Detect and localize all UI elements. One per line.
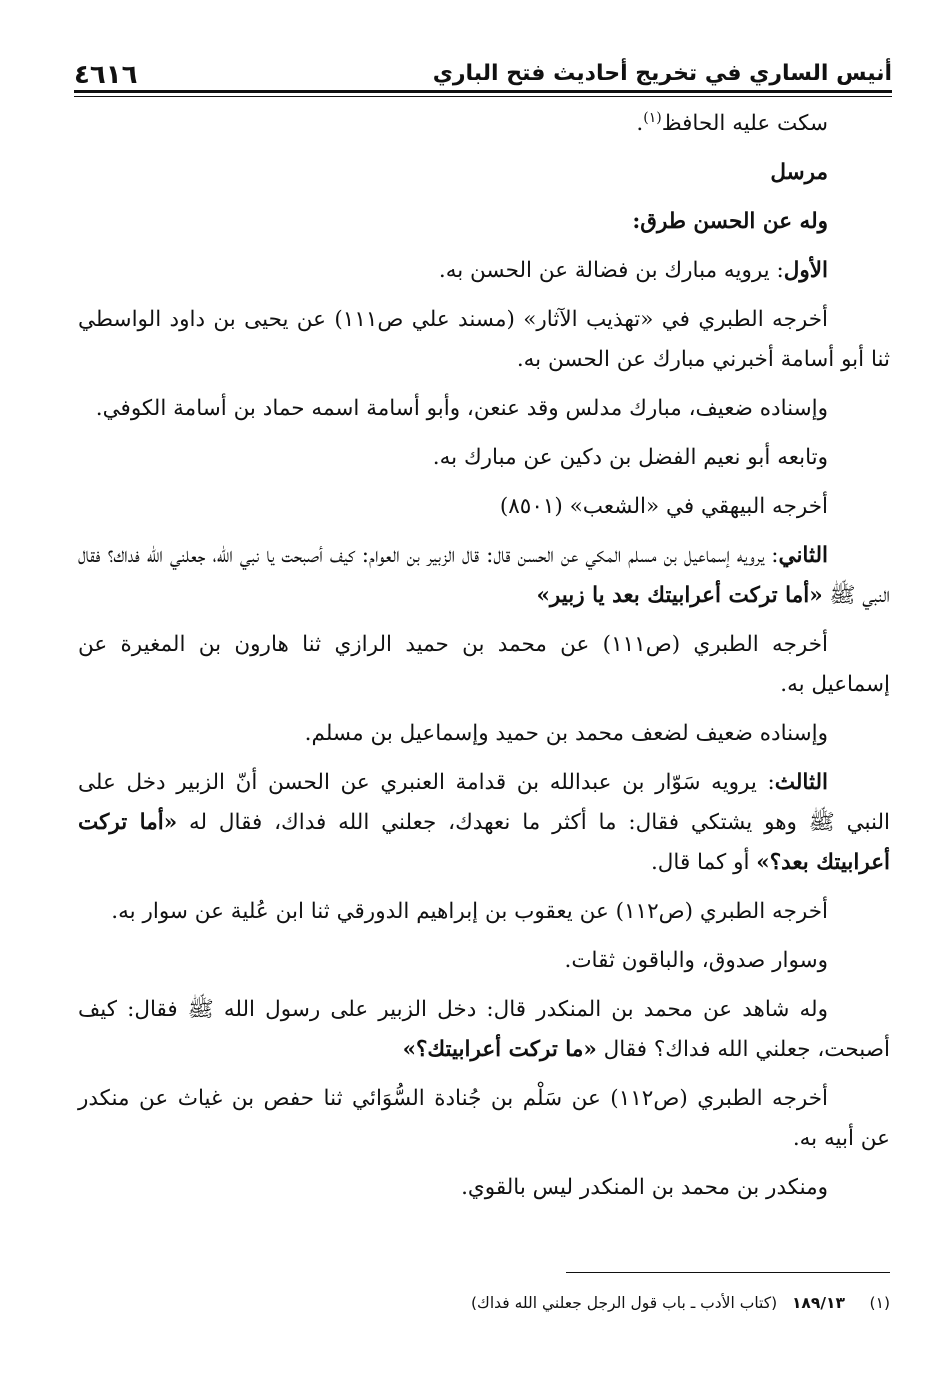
text-run: : يرويه إسماعيل بن مسلم المكي عن الحسن قال: قال الزبير بن العوام: كيف أصبحت يا نبي الله، جعلني الله فداك؟ فقال النبي ﷺ — [78, 543, 890, 608]
paragraph — [78, 153, 890, 193]
book-title: أنيس الساري في تخريج أحاديث فتح الباري — [432, 61, 892, 86]
footnote-text: (كتاب الأدب ـ باب قول الرجل جعلني الله فداك) — [471, 1294, 778, 1312]
text-run: وله شاهد عن محمد بن المنكدر قال: دخل الزبير على رسول الله ﷺ فقال: كيف أصبحت، جعلني الله فداك؟ فقال — [78, 997, 890, 1062]
footnote-reference: ١٨٩/١٣ — [791, 1294, 845, 1312]
text-run: وتابعه أبو نعيم الفضل بن دكين عن مبارك به. — [432, 445, 828, 470]
paragraph — [78, 487, 890, 527]
text-run: : يرويه مبارك بن فضالة عن الحسن به. — [438, 258, 784, 283]
paragraph — [78, 714, 890, 754]
text-run: وإسناده ضعيف، مبارك مدلس وقد عنعن، وأبو أسامة اسمه حماد بن أسامة الكوفي. — [95, 396, 828, 421]
bold-text: الأول — [783, 258, 828, 283]
page-header — [74, 50, 892, 94]
text-run: وإسناده ضعيف لضعف محمد بن حميد وإسماعيل بن مسلم. — [304, 721, 828, 746]
paragraph — [78, 1168, 890, 1208]
header-rule-thin — [74, 96, 892, 97]
paragraph — [78, 990, 890, 1070]
page-number: ٤٦١٦ — [74, 60, 138, 90]
text-run: أخرجه البيهقي في «الشعب» (٨٥٠١) — [499, 494, 828, 519]
bold-text: الثالث — [774, 770, 828, 795]
header-rule-thick — [74, 90, 892, 93]
bold-text: «ما تركت أعرابيتك؟» — [402, 1037, 597, 1062]
paragraph — [78, 941, 890, 981]
text-run: أخرجه الطبري (ص١١٢) عن سَلْم بن جُنادة السُّوَائي ثنا حفص بن غياث عن منكدر عن أبيه به. — [78, 1086, 890, 1151]
paragraph — [78, 300, 890, 380]
text-run: ومنكدر بن محمد بن المنكدر ليس بالقوي. — [461, 1175, 828, 1200]
bold-text: مرسل — [770, 160, 828, 185]
paragraph — [78, 104, 890, 144]
text-run: أخرجه الطبري (ص١١٢) عن يعقوب بن إبراهيم الدورقي ثنا ابن عُلية عن سوار به. — [111, 899, 828, 924]
bold-text: «أما تركت أعرابيتك بعد؟» — [78, 810, 890, 875]
text-run: أو كما قال. — [650, 850, 757, 875]
footnote — [78, 1290, 890, 1316]
paragraph — [78, 251, 890, 291]
bold-text: وله عن الحسن طرق: — [632, 209, 828, 234]
text-run: : يرويه سَوّار بن عبدالله بن قدامة العنبري عن الحسن أنّ الزبير دخل على النبي ﷺ وهو يشتكي فقال: ما أكثر ما نعهدك، جعلني الله فداك، فقال له — [78, 770, 890, 835]
text-run: سكت عليه الحافظ — [661, 111, 828, 136]
main-text — [78, 104, 890, 1217]
paragraph — [78, 202, 890, 242]
footnote-marker: (١) — [869, 1294, 890, 1312]
paragraph — [78, 763, 890, 883]
bold-text: «أما تركت أعرابيتك بعد يا زبير» — [536, 583, 823, 608]
footnote-ref-marker: (١) — [643, 109, 662, 126]
paragraph — [78, 1079, 890, 1159]
text-run: . — [636, 111, 644, 136]
text-run: وسوار صدوق، والباقون ثقات. — [564, 948, 828, 973]
paragraph — [78, 389, 890, 429]
paragraph — [78, 625, 890, 705]
footnote-separator — [566, 1272, 890, 1273]
paragraph — [78, 438, 890, 478]
paragraph — [78, 536, 890, 616]
text-run: أخرجه الطبري (ص١١١) عن محمد بن حميد الرازي ثنا هارون بن المغيرة عن إسماعيل به. — [78, 632, 890, 697]
text-run: أخرجه الطبري في «تهذيب الآثار» (مسند علي ص١١١) عن يحيى بن داود الواسطي ثنا أبو أسامة أخبرني مبارك عن الحسن به. — [78, 307, 890, 372]
bold-text: الثاني — [778, 543, 828, 568]
paragraph — [78, 892, 890, 932]
